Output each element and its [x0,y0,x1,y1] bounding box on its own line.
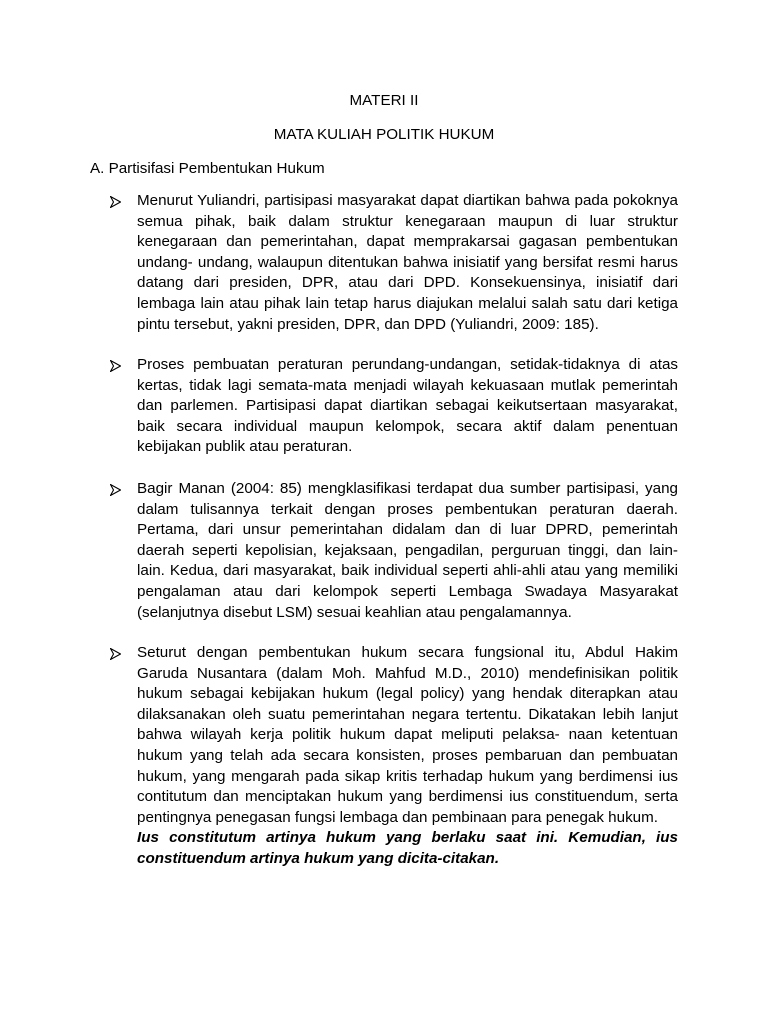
bullet-paragraph: Seturut dengan pembentukan hukum secara fungsional itu, Abdul Hakim Garuda Nusantara (dalam Moh. Mahfud M.D., 2010) mendefinisikan politik hukum sebagai kebijakan hukum (legal policy) yang hendak diterapkan atau dilaksanakan oleh suatu pemerintahan negara tertentu. Dikatakan lebih lanjut bahwa wilayah kerja politik hukum dapat meliputi pelaksa- naan ketentuan hukum yang telah ada secara konsisten, proses pembaruan dan pembuatan hukum, yang mengarah pada sikap kritis terhadap hukum yang berdimensi ius contitutum dan menciptakan hukum yang berdimensi ius constituendum, serta pentingnya penegasan fungsi lembaga dan pembinaan para penegak hukum. [137,644,678,826]
bullet-item [110,479,678,623]
arrowhead-bullet-icon [110,484,121,496]
bullet-item [110,643,678,870]
arrowhead-bullet-icon [110,360,121,372]
bullet-item [110,191,678,335]
bullet-paragraph: Proses pembuatan peraturan perundang-undangan, setidak-tidaknya di atas kertas, tidak lagi semata-mata menjadi wilayah kekuasaan mutlak pemerintah dan parlemen. Partisipasi dapat diartikan sebagai keikutsertaan masyarakat, baik secara individual maupun kelompok, secara aktif dalam penentuan kebijakan publik atau peraturan. [137,356,678,456]
bullet-emphasis-paragraph: Ius constitutum artinya hukum yang berlaku saat ini. Kemudian, ius constituendum artinya hukum yang dicita-citakan. [137,829,678,867]
bullet-item [110,355,678,458]
section-heading: A. Partisifasi Pembentukan Hukum [90,160,325,177]
document-title: MATERI II [349,92,419,109]
arrowhead-bullet-icon [110,196,121,208]
bullet-paragraph: Menurut Yuliandri, partisipasi masyarakat dapat diartikan bahwa pada pokoknya semua pihak, baik dalam struktur kenegaraan maupun di luar struktur kenegaraan dan pemerintahan, dapat memprakarsai gagasan pembentukan undang- undang, walaupun ditentukan bahwa inisiatif yang bersifat resmi harus datang dari presiden, DPR, atau dari DPD. Konsekuensinya, inisiatif dari lembaga lain atau pihak lain tetap harus diajukan melalui salah satu dari ketiga pintu tersebut, yakni presiden, DPR, dan DPD (Yuliandri, 2009: 185). [137,192,678,333]
document-subtitle: MATA KULIAH POLITIK HUKUM [273,126,495,143]
arrowhead-bullet-icon [110,648,121,660]
bullet-paragraph: Bagir Manan (2004: 85) mengklasifikasi terdapat dua sumber partisipasi, yang dalam tulisannya terkait dengan proses pembentukan peraturan daerah. Pertama, dari unsur pemerintahan didalam dan di luar DPRD, pemerintah daerah seperti kepolisian, kejaksaan, pengadilan, perguruan tinggi, dan lain-lain. Kedua, dari masyarakat, baik individual seperti ahli-ahli atau yang memiliki pengalaman atau dari kelompok seperti Lembaga Swadaya Masyarakat (selanjutnya disebut LSM) sesuai keahlian atau pengalamannya. [137,480,678,621]
